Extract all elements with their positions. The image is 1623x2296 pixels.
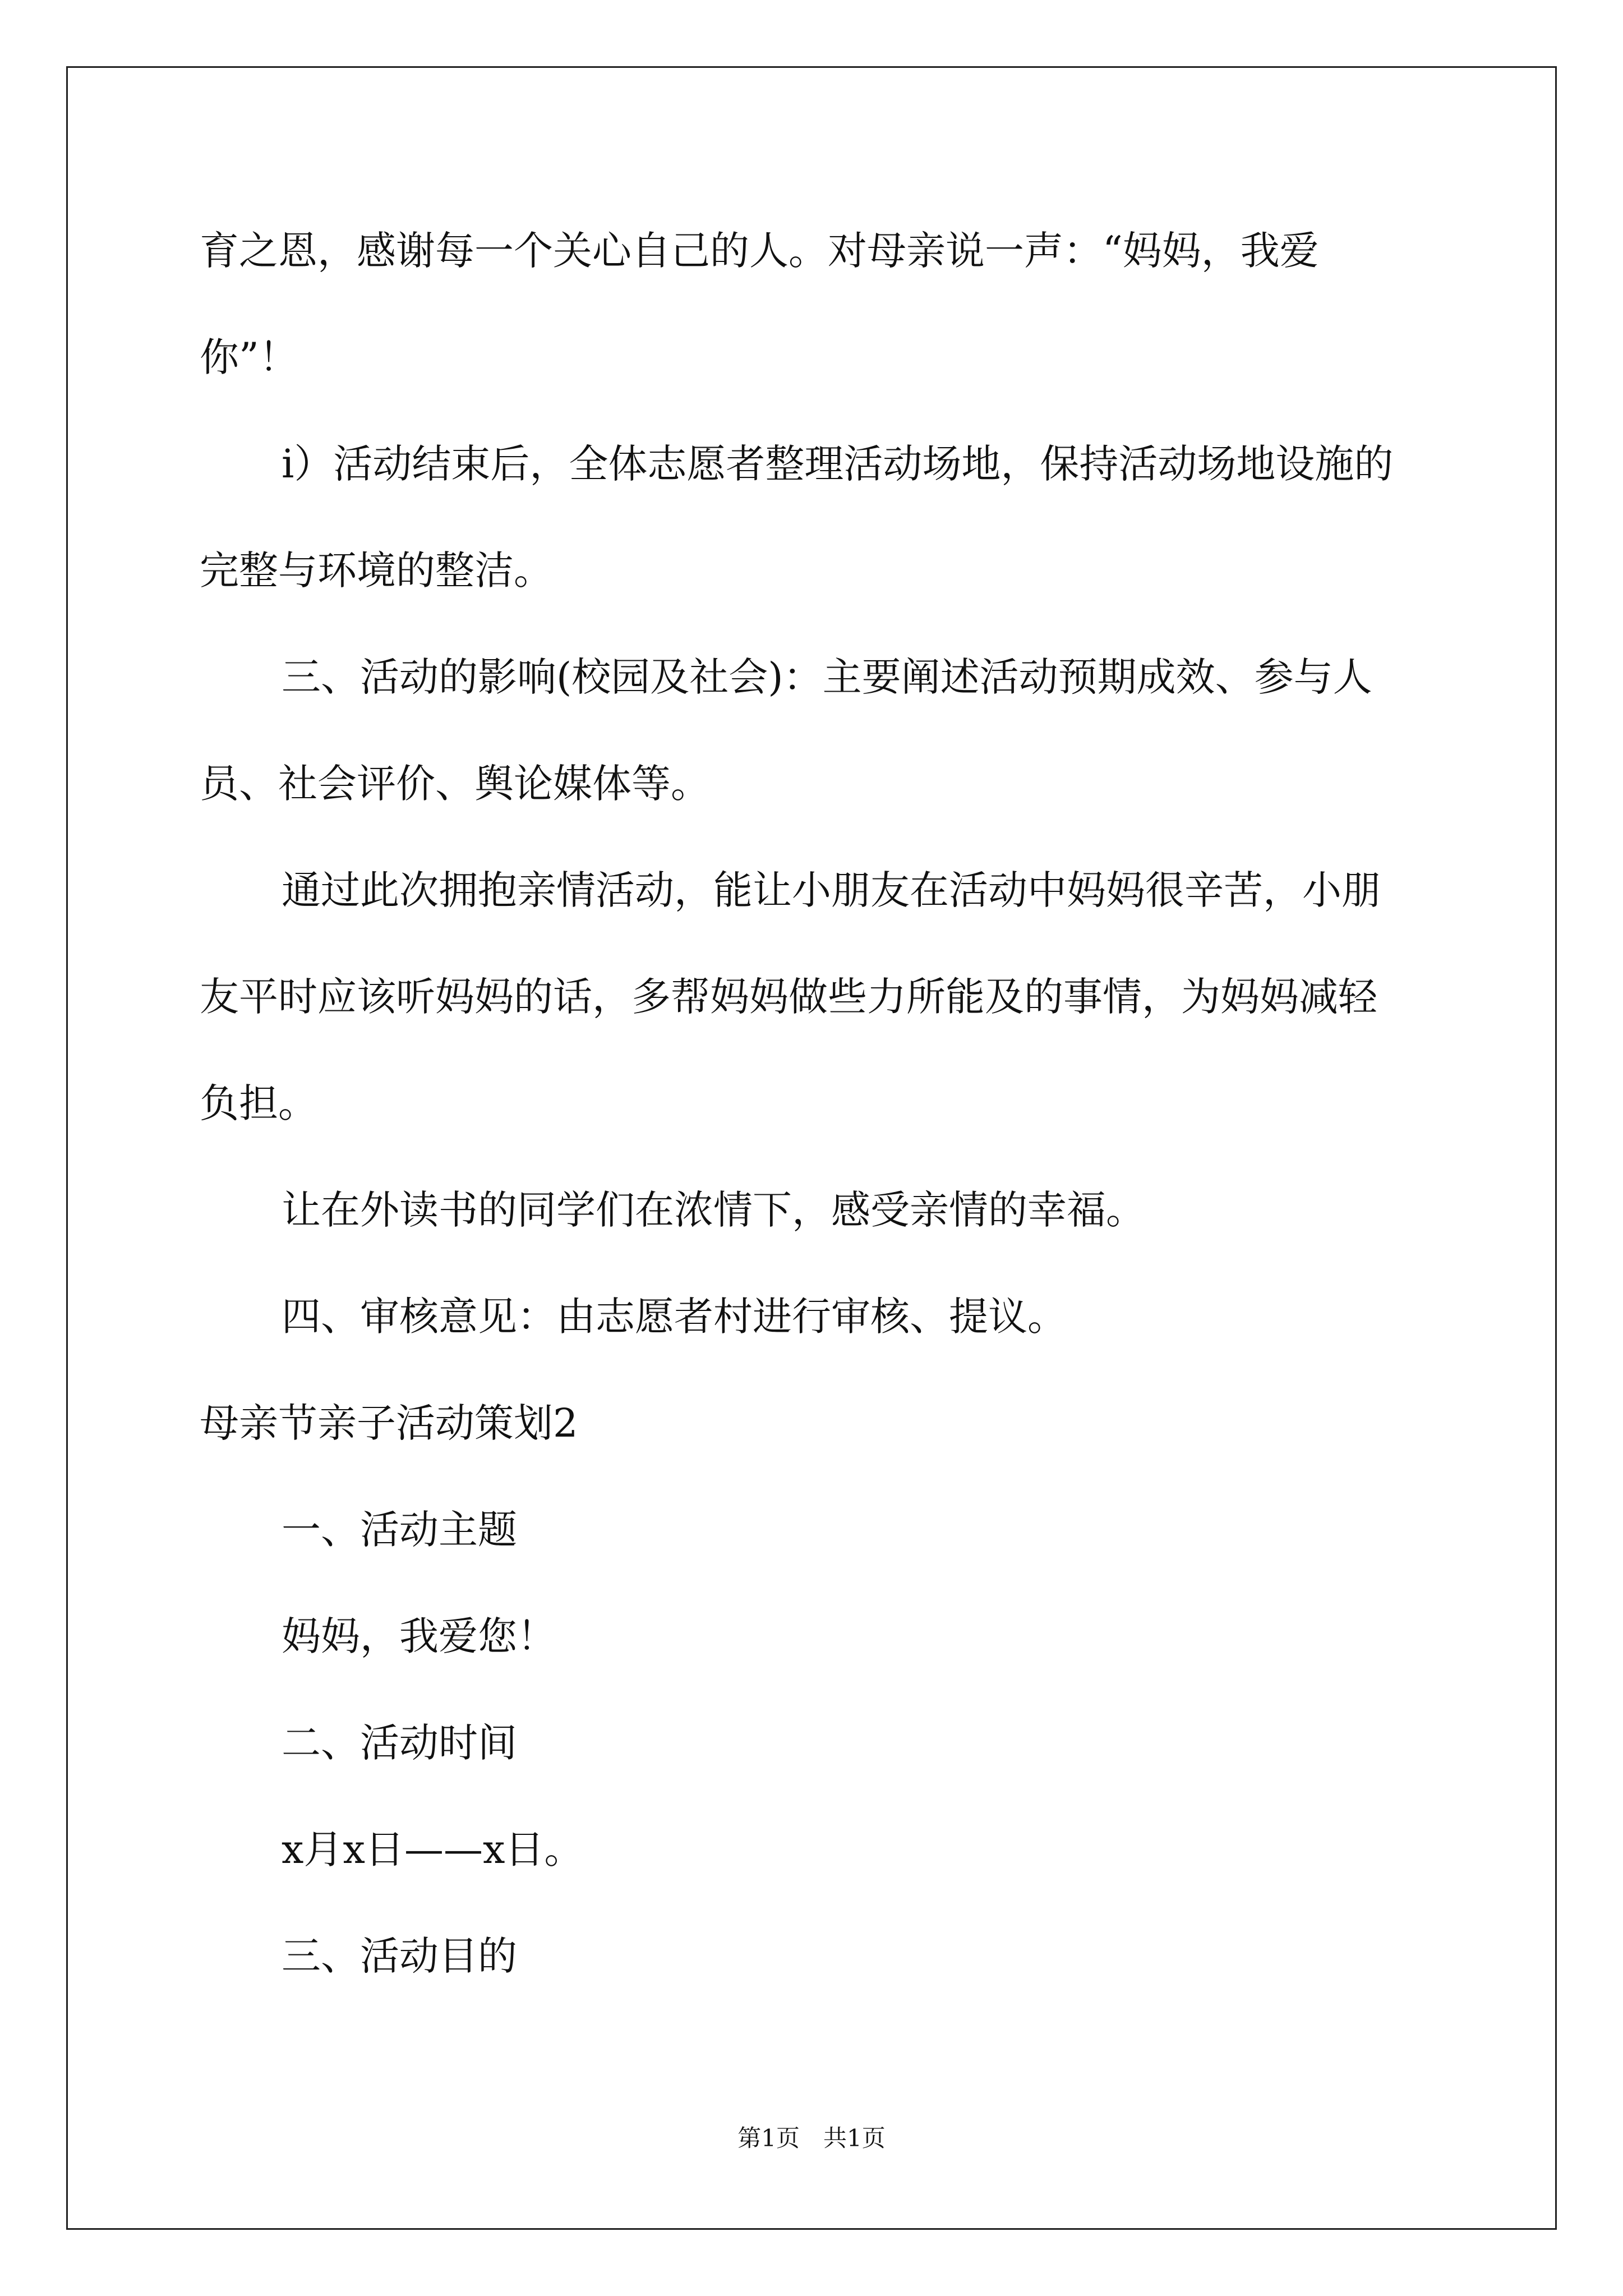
text-line: 友平时应该听妈妈的话，多帮妈妈做些力所能及的事情，为妈妈减轻 [200,974,1377,1020]
text-line: 妈妈，我爱您！ [282,1613,556,1659]
text-line: 育之恩，感谢每一个关心自己的人。对母亲说一声：“妈妈，我爱 [200,228,1319,274]
text-line: x月x日——x日。 [282,1826,584,1872]
text-line: 负担。 [200,1080,317,1126]
text-line: 你”！ [200,334,298,380]
page-footer: 第1页 共1页 [737,2124,886,2152]
section-title: 母亲节亲子活动策划2 [200,1400,578,1446]
section-heading: 一、活动主题 [282,1507,517,1553]
text-line: 完整与环境的整洁。 [200,547,553,593]
text-line: 四、审核意见：由志愿者村进行审核、提议。 [282,1294,1067,1340]
page-border [66,66,1557,2230]
text-line: 三、活动的影响(校园及社会)：主要阐述活动预期成效、参与人 [282,654,1372,700]
text-line: 让在外读书的同学们在浓情下，感受亲情的幸福。 [282,1187,1145,1233]
text-line: i）活动结束后，全体志愿者整理活动场地，保持活动场地设施的 [282,441,1394,487]
text-line: 通过此次拥抱亲情活动，能让小朋友在活动中妈妈很辛苦，小朋 [282,867,1381,913]
section-heading: 三、活动目的 [282,1933,517,1979]
text-line: 员、社会评价、舆论媒体等。 [200,761,710,807]
section-heading: 二、活动时间 [282,1720,517,1766]
